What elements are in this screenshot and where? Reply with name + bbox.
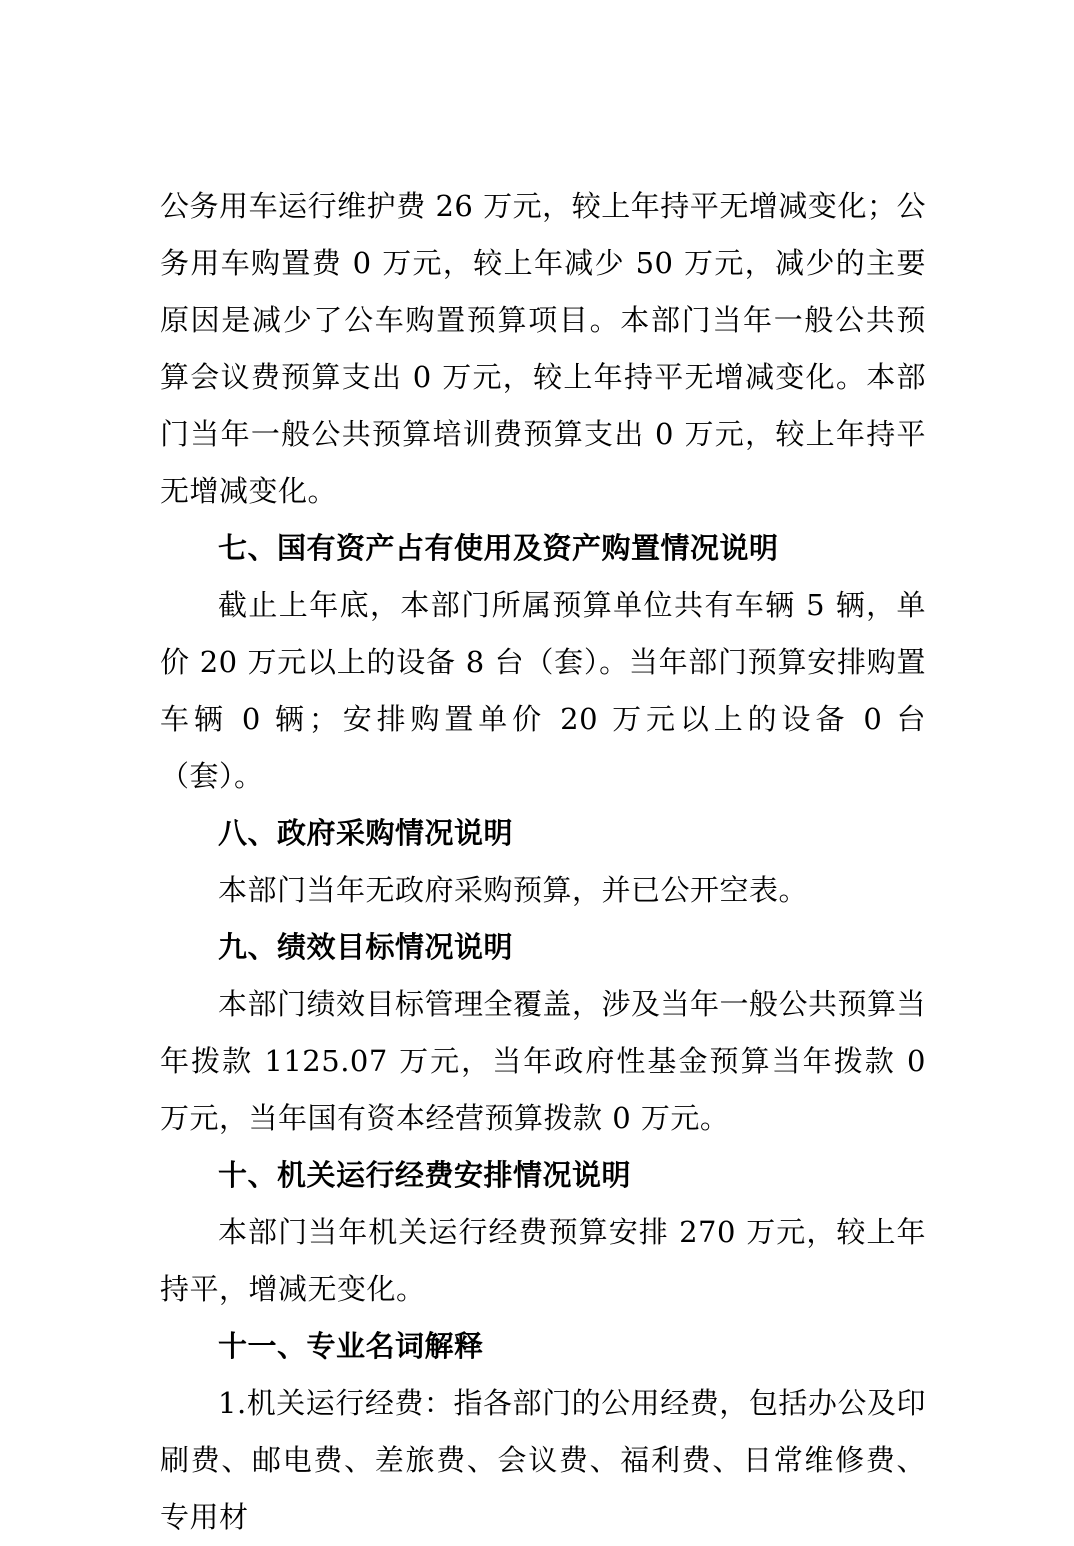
paragraph-state-assets: 截止上年底，本部门所属预算单位共有车辆 5 辆，单价 20 万元以上的设备 8 台（套）。当年部门预算安排购置车辆 0 辆；安排购置单价 20 万元以上的设备 0 台（套）。 — [160, 588, 926, 793]
heading-glossary: 十一、专业名词解释 — [218, 1329, 484, 1363]
heading-state-assets: 七、国有资产占有使用及资产购置情况说明 — [218, 531, 779, 565]
paragraph-operating-expenses: 本部门当年机关运行经费预算安排 270 万元，较上年持平，增减无变化。 — [160, 1215, 926, 1306]
paragraph-vehicle-meeting-training: 公务用车运行维护费 26 万元，较上年持平无增减变化；公务用车购置费 0 万元，较上年减少 50 万元，减少的主要原因是减少了公车购置预算项目。本部门当年一般公共预算会议费预算支出 0 万元，较上年持平无增减变化。本部门当年一般公共预算培训费预算支出 0 万元，较上年持平无增减变化。 — [160, 189, 926, 508]
paragraph-performance-targets: 本部门绩效目标管理全覆盖，涉及当年一般公共预算当年拨款 1125.07 万元，当年政府性基金预算当年拨款 0 万元，当年国有资本经营预算拨款 0 万元。 — [160, 987, 927, 1135]
document-page — [160, 178, 926, 1546]
heading-government-procurement: 八、政府采购情况说明 — [218, 816, 514, 850]
heading-performance-targets: 九、绩效目标情况说明 — [218, 930, 514, 964]
paragraph-glossary-item-1: 1.机关运行经费：指各部门的公用经费，包括办公及印刷费、邮电费、差旅费、会议费、福利费、日常维修费、专用材 — [160, 1386, 926, 1534]
heading-operating-expenses: 十、机关运行经费安排情况说明 — [218, 1158, 632, 1192]
paragraph-government-procurement: 本部门当年无政府采购预算，并已公开空表。 — [218, 873, 809, 907]
